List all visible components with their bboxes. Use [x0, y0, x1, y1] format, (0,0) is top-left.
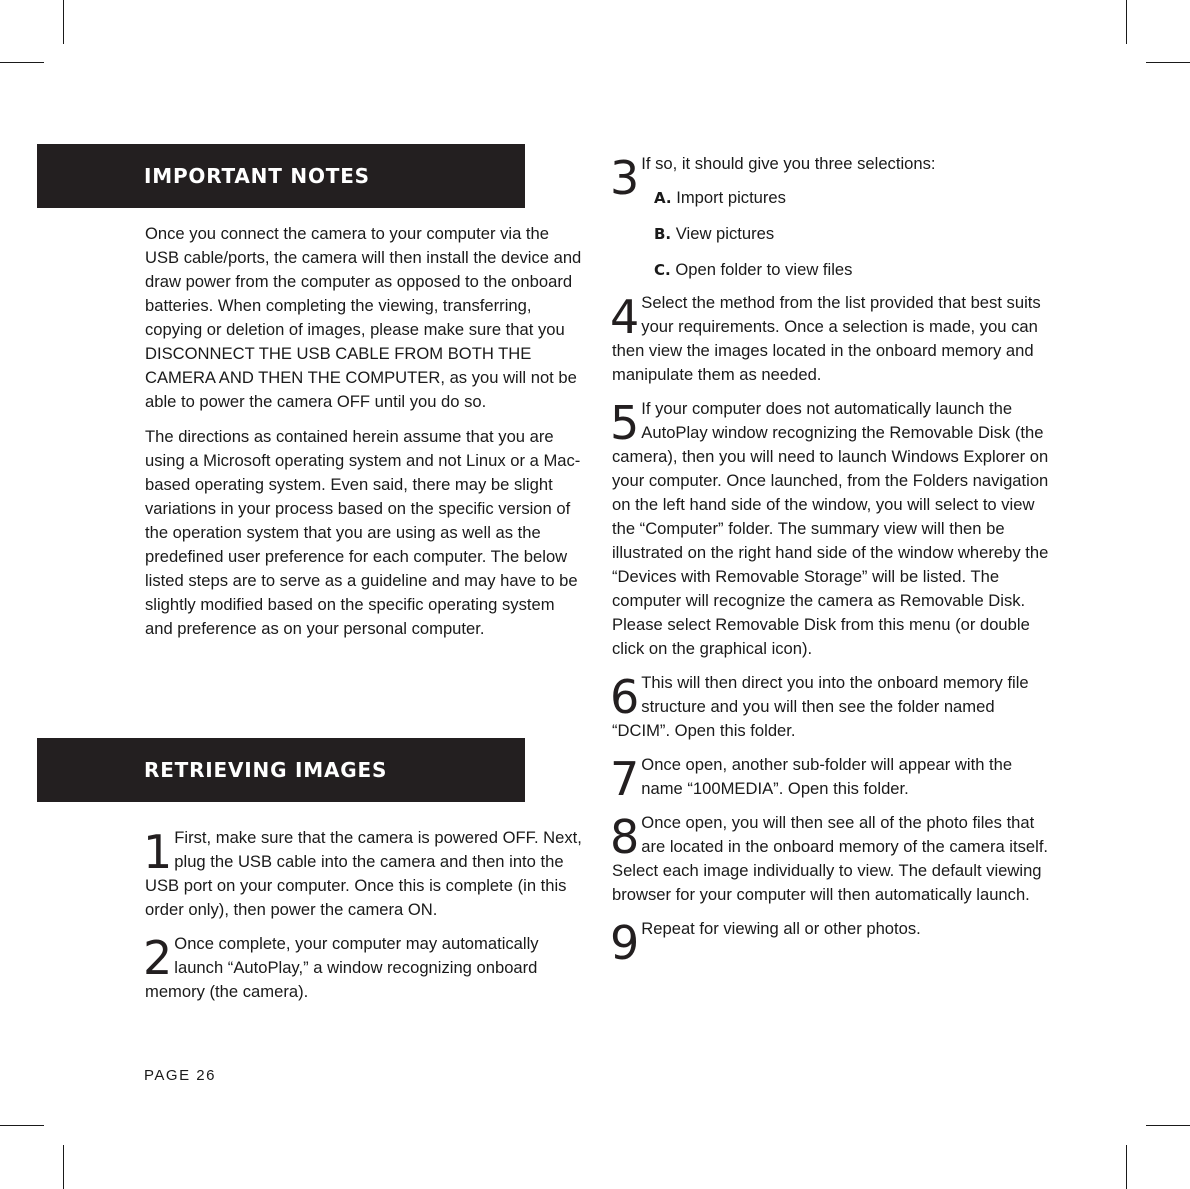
step-number: 2	[143, 931, 173, 985]
crop-mark	[0, 1125, 44, 1126]
step-number: 6	[610, 670, 640, 724]
retrieving-images-heading: RETRIEVING IMAGES	[144, 758, 388, 782]
step-text: If so, it should give you three selections:	[641, 154, 936, 173]
step-text: If your computer does not automatically launch the AutoPlay window recognizing the Removable Disk (the camera), then you will need to launch Windows Explorer on your computer. Once launched, from the Folders navigation on the left hand side of the window, you will select to view the “Computer” folder. The summary view will then be illustrated on the right hand side of the window whereby the “Devices with Removable Storage” will be listed. The computer will recognize the camera as Removable Disk. Please select Removable Disk from this menu (or double click on the graphical icon).	[612, 399, 1049, 658]
important-notes-banner	[37, 144, 525, 208]
retrieving-steps-right	[610, 151, 1052, 970]
selection-label: View pictures	[675, 224, 775, 243]
step-8	[612, 811, 1052, 907]
selection-key: A.	[654, 189, 672, 207]
step-number: 7	[610, 752, 640, 806]
important-notes-heading: IMPORTANT NOTES	[144, 164, 370, 188]
step-text: Once complete, your computer may automatically launch “AutoPlay,” a window recognizing onboard memory (the camera).	[145, 934, 539, 1001]
important-notes-paragraph: The directions as contained herein assume that you are using a Microsoft operating system and not Linux or a Mac-based operating system. Even said, there may be slight variations in your process based on the specific version of the operation system that you are using as well as the predefined user preference for each computer. The below listed steps are to serve as a guideline and may have to be slightly modified based on the specific operating system and preference as on your personal computer.	[145, 427, 581, 638]
retrieving-images-banner	[37, 738, 525, 802]
step-text: Once open, another sub-folder will appear with the name “100MEDIA”. Open this folder.	[641, 755, 1013, 798]
step-2	[145, 932, 585, 1004]
step-number: 4	[610, 290, 640, 344]
step-number: 3	[610, 151, 640, 205]
selection-key: B.	[654, 225, 672, 243]
crop-mark	[1126, 1145, 1127, 1189]
selection-item	[654, 216, 1052, 252]
step-5	[612, 397, 1052, 661]
crop-mark	[0, 62, 44, 63]
selection-item	[654, 180, 1052, 216]
step-number: 5	[610, 396, 640, 450]
crop-mark	[63, 0, 64, 44]
step-number: 8	[610, 810, 640, 864]
crop-mark	[1126, 0, 1127, 44]
selection-item	[654, 252, 1052, 288]
step-text: Repeat for viewing all or other photos.	[641, 919, 921, 938]
step-1	[145, 826, 585, 922]
step-text: Once open, you will then see all of the photo files that are located in the onboard memory of the camera itself. Select each image individually to view. The default viewing browser for your computer will then automatically launch.	[612, 813, 1049, 904]
retrieving-steps-left	[145, 826, 585, 1004]
step-6	[612, 671, 1052, 743]
selection-label: Open folder to view files	[675, 260, 853, 279]
selection-list	[654, 180, 1052, 288]
step-text: First, make sure that the camera is powered OFF. Next, plug the USB cable into the camera and then into the USB port on your computer. Once this is complete (in this order only), then power the camera ON.	[145, 828, 582, 919]
crop-mark	[1146, 1125, 1190, 1126]
selection-label: Import pictures	[676, 188, 786, 207]
step-9	[610, 916, 1052, 970]
crop-mark	[1146, 62, 1190, 63]
step-text: Select the method from the list provided that best suits your requirements. Once a selection is made, you can then view the images located in the onboard memory and manipulate them as needed.	[612, 293, 1041, 384]
step-text: This will then direct you into the onboard memory file structure and you will then see the folder named “DCIM”. Open this folder.	[612, 673, 1029, 740]
step-4	[612, 291, 1052, 387]
selection-key: C.	[654, 261, 671, 279]
step-number: 9	[610, 916, 640, 970]
step-7	[610, 752, 1052, 806]
page-number: PAGE 26	[144, 1067, 216, 1084]
important-notes-paragraph: Once you connect the camera to your computer via the USB cable/ports, the camera will then install the device and draw power from the computer as opposed to the onboard batteries. When completing the viewing, transferring, copying or deletion of images, please make sure that you DISCONNECT THE USB CABLE FROM BOTH THE CAMERA AND THEN THE COMPUTER, as you will not be able to power the camera OFF until you do so.	[145, 224, 582, 411]
crop-mark	[63, 1145, 64, 1189]
step-number: 1	[143, 825, 173, 879]
important-notes-section	[145, 222, 585, 641]
